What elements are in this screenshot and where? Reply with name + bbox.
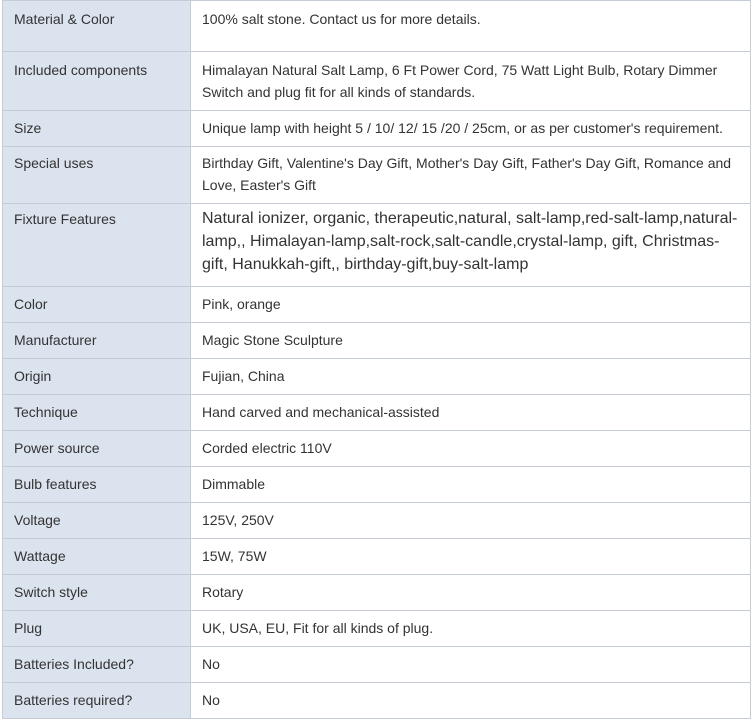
- spec-label: Wattage: [3, 539, 191, 575]
- spec-label: Material & Color: [3, 1, 191, 52]
- spec-row-bulb-features: [3, 467, 751, 503]
- spec-label: Switch style: [3, 575, 191, 611]
- spec-label: Manufacturer: [3, 323, 191, 359]
- spec-label: Voltage: [3, 503, 191, 539]
- spec-label: Included components: [3, 52, 191, 111]
- spec-row-wattage: [3, 539, 751, 575]
- spec-label: Power source: [3, 431, 191, 467]
- spec-value: Birthday Gift, Valentine's Day Gift, Mother's Day Gift, Father's Day Gift, Romance and Love, Easter's Gift: [191, 147, 751, 204]
- spec-value: Pink, orange: [191, 287, 751, 323]
- spec-value: 100% salt stone. Contact us for more details.: [191, 1, 751, 52]
- spec-value: No: [191, 647, 751, 683]
- spec-row-color: [3, 287, 751, 323]
- spec-row-material-color: [3, 1, 751, 52]
- spec-value: Rotary: [191, 575, 751, 611]
- spec-value: Dimmable: [191, 467, 751, 503]
- spec-value: Fujian, China: [191, 359, 751, 395]
- spec-row-batteries-required: [3, 683, 751, 719]
- spec-label: Color: [3, 287, 191, 323]
- spec-row-plug: [3, 611, 751, 647]
- spec-value: Himalayan Natural Salt Lamp, 6 Ft Power Cord, 75 Watt Light Bulb, Rotary Dimmer Switch and plug fit for all kinds of standards.: [191, 52, 751, 111]
- spec-value: Corded electric 110V: [191, 431, 751, 467]
- spec-label: Bulb features: [3, 467, 191, 503]
- spec-label: Batteries Included?: [3, 647, 191, 683]
- spec-row-technique: [3, 395, 751, 431]
- spec-value: Magic Stone Sculpture: [191, 323, 751, 359]
- spec-value: Natural ionizer, organic, therapeutic,natural, salt-lamp,red-salt-lamp,natural-lamp,, Himalayan-lamp,salt-rock,salt-candle,crystal-lamp, gift, Christmas-gift, Hanukkah-gift,, birthday-gift,buy-salt-lamp: [191, 204, 751, 287]
- spec-value: No: [191, 683, 751, 719]
- spec-row-special-uses: [3, 147, 751, 204]
- spec-row-voltage: [3, 503, 751, 539]
- spec-label: Fixture Features: [3, 204, 191, 287]
- spec-row-origin: [3, 359, 751, 395]
- spec-row-power-source: [3, 431, 751, 467]
- spec-value: 125V, 250V: [191, 503, 751, 539]
- spec-label: Plug: [3, 611, 191, 647]
- spec-row-switch-style: [3, 575, 751, 611]
- spec-row-fixture-features: [3, 204, 751, 287]
- spec-value: Unique lamp with height 5 / 10/ 12/ 15 /20 / 25cm, or as per customer's requirement.: [191, 111, 751, 147]
- spec-label: Batteries required?: [3, 683, 191, 719]
- spec-row-batteries-included: [3, 647, 751, 683]
- spec-label: Size: [3, 111, 191, 147]
- spec-label: Special uses: [3, 147, 191, 204]
- spec-value: 15W, 75W: [191, 539, 751, 575]
- spec-value: UK, USA, EU, Fit for all kinds of plug.: [191, 611, 751, 647]
- spec-label: Origin: [3, 359, 191, 395]
- spec-label: Technique: [3, 395, 191, 431]
- product-spec-table: [2, 0, 751, 719]
- spec-row-manufacturer: [3, 323, 751, 359]
- spec-row-size: [3, 111, 751, 147]
- spec-value: Hand carved and mechanical-assisted: [191, 395, 751, 431]
- spec-row-included-components: [3, 52, 751, 111]
